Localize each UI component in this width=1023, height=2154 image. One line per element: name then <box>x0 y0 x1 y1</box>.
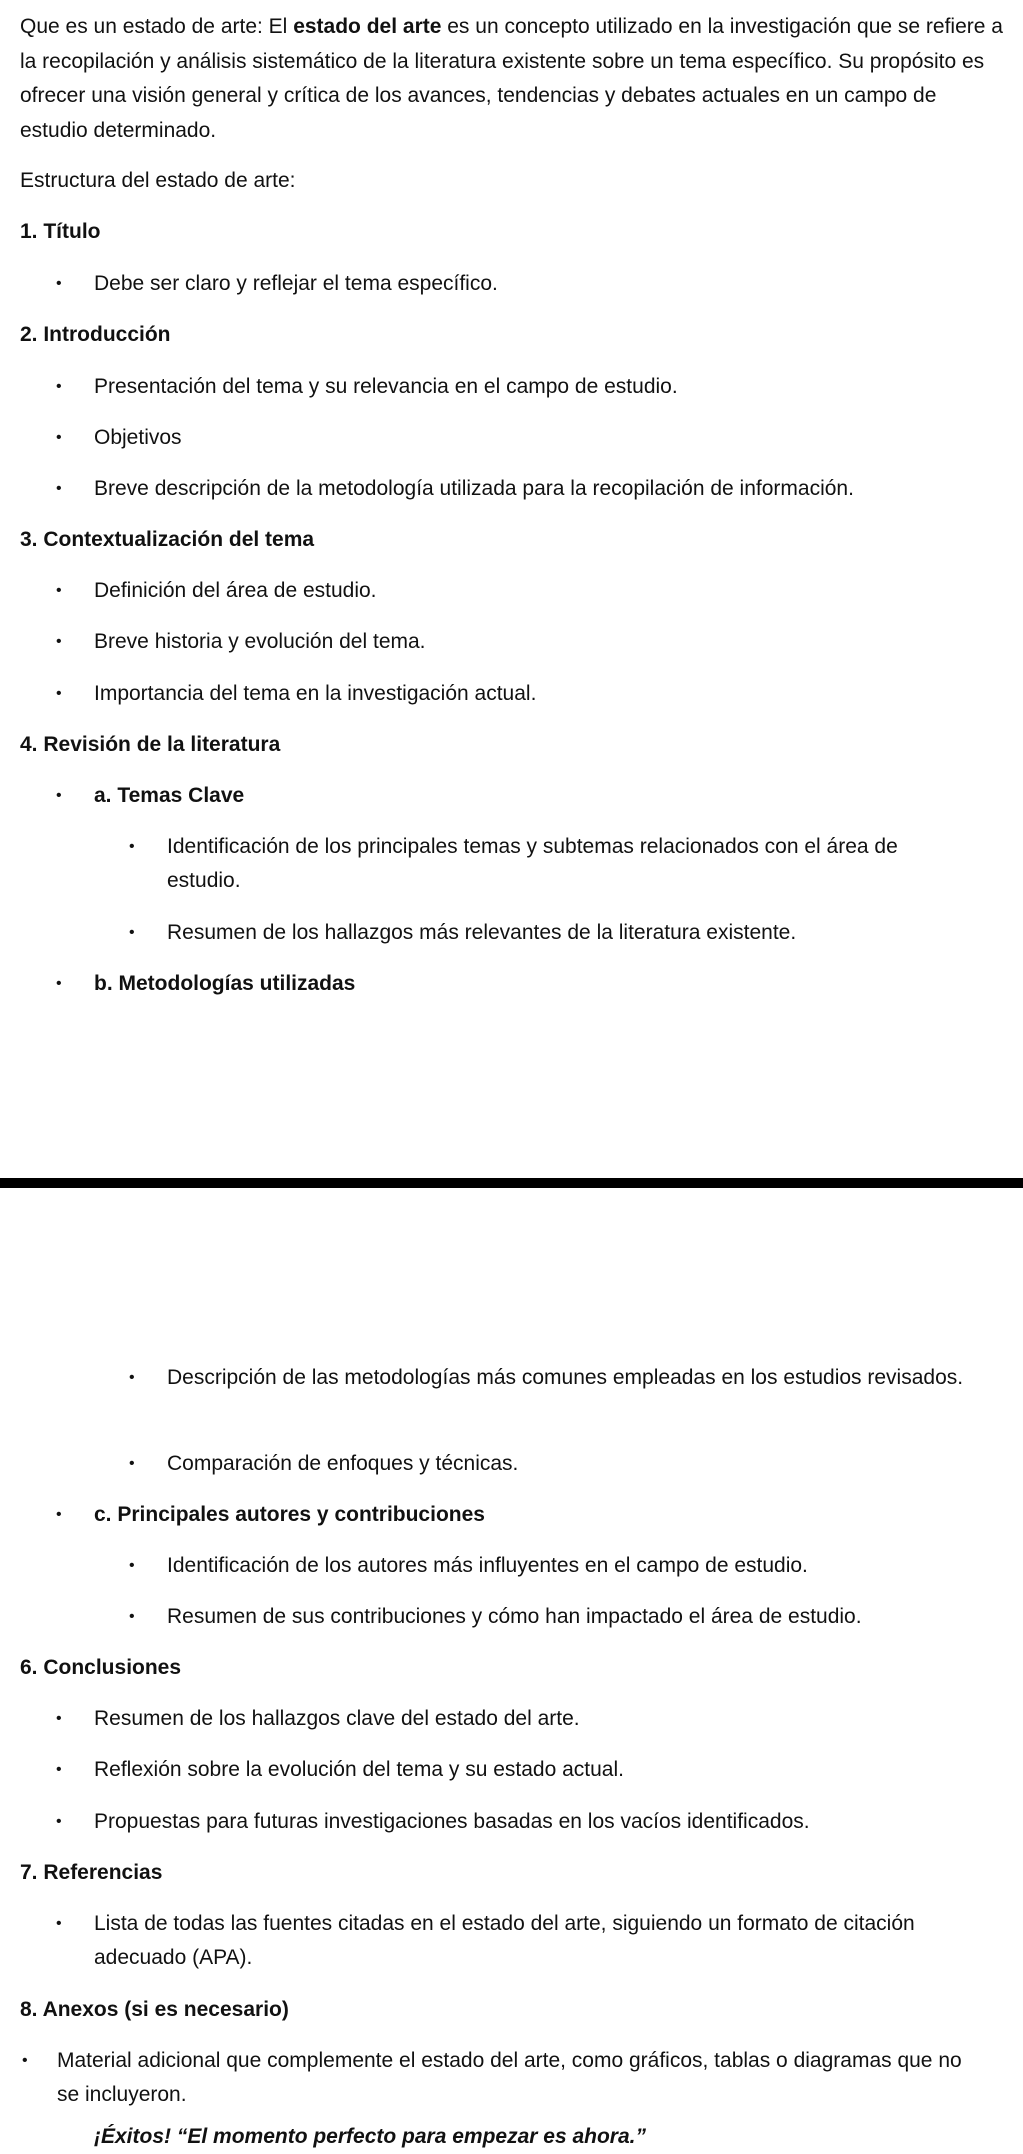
structure-label: Estructura del estado de arte: <box>20 169 296 192</box>
intro-paragraph <box>20 10 1003 148</box>
list-item: Lista de todas las fuentes citadas en el estado del arte, siguiendo un formato de citación adecuado (APA). <box>94 1912 915 1969</box>
list-item: Resumen de sus contribuciones y cómo han impactado el área de estudio. <box>167 1605 862 1628</box>
list-item: Resumen de los hallazgos más relevantes de la literatura existente. <box>167 921 797 944</box>
bullet-icon: • <box>56 429 62 446</box>
list-item: Definición del área de estudio. <box>94 579 377 602</box>
intro-suffix: es un concepto utilizado en la investigación que se refiere a la recopilación y análisis sistemático de la literatura existente sobre un tema específico. Su propósito es ofrecer una visión general y crítica de los avances, tendencias y debates actuales en un campo de estudio determinado. <box>20 15 1003 142</box>
list-item: Objetivos <box>94 426 182 449</box>
list-item: Breve descripción de la metodología utilizada para la recopilación de información. <box>94 477 854 500</box>
section-heading-anexos: 8. Anexos (si es necesario) <box>20 1998 289 2021</box>
closing-quote: ¡Éxitos! “El momento perfecto para empezar es ahora.” <box>94 2125 646 2148</box>
bullet-icon: • <box>56 1915 62 1932</box>
bullet-icon: • <box>129 1369 135 1386</box>
bullet-icon: • <box>56 275 62 292</box>
section-heading-referencias: 7. Referencias <box>20 1861 163 1884</box>
section-heading-conclusiones: 6. Conclusiones <box>20 1656 182 1679</box>
bullet-icon: • <box>22 2052 28 2069</box>
list-item: Descripción de las metodologías más comunes empleadas en los estudios revisados. <box>167 1366 964 1389</box>
subsection-heading-metodologias: b. Metodologías utilizadas <box>94 972 356 995</box>
section-heading-revision: 4. Revisión de la literatura <box>20 733 281 756</box>
document-page-2 <box>0 1188 1023 2148</box>
bullet-icon: • <box>56 1813 62 1830</box>
bullet-icon: • <box>56 1506 62 1523</box>
bullet-icon: • <box>56 1761 62 1778</box>
bullet-icon: • <box>56 582 62 599</box>
bullet-icon: • <box>56 685 62 702</box>
list-item: Breve historia y evolución del tema. <box>94 630 426 653</box>
list-item: Presentación del tema y su relevancia en el campo de estudio. <box>94 375 678 398</box>
subsection-heading-temas-clave: a. Temas Clave <box>94 784 245 807</box>
list-item: Identificación de los principales temas y subtemas relacionados con el área de estudio. <box>167 835 898 892</box>
intro-prefix: Que es un estado de arte: El <box>20 15 294 38</box>
list-item: Importancia del tema en la investigación actual. <box>94 682 537 705</box>
section-heading-contextualizacion: 3. Contextualización del tema <box>20 528 315 551</box>
bullet-icon: • <box>56 480 62 497</box>
bullet-icon: • <box>129 1608 135 1625</box>
section-heading-introduccion: 2. Introducción <box>20 323 171 346</box>
list-item: Reflexión sobre la evolución del tema y su estado actual. <box>94 1758 624 1781</box>
intro-bold-term: estado del arte <box>293 15 442 38</box>
bullet-icon: • <box>129 924 135 941</box>
list-item: Material adicional que complemente el estado del arte, como gráficos, tablas o diagramas que no se incluyeron. <box>57 2049 962 2106</box>
bullet-icon: • <box>56 1710 62 1727</box>
bullet-icon: • <box>56 975 62 992</box>
bullet-icon: • <box>56 378 62 395</box>
bullet-icon: • <box>129 1557 135 1574</box>
page-divider <box>0 1178 1023 1188</box>
bullet-icon: • <box>56 787 62 804</box>
list-item: Comparación de enfoques y técnicas. <box>167 1452 519 1475</box>
bullet-icon: • <box>129 838 135 855</box>
bullet-icon: • <box>129 1455 135 1472</box>
section-heading-titulo: 1. Título <box>20 220 101 243</box>
list-item: Resumen de los hallazgos clave del estado del arte. <box>94 1707 580 1730</box>
list-item: Identificación de los autores más influyentes en el campo de estudio. <box>167 1554 808 1577</box>
list-item: Propuestas para futuras investigaciones basadas en los vacíos identificados. <box>94 1810 810 1833</box>
list-item: Debe ser claro y reflejar el tema específico. <box>94 272 498 295</box>
subsection-heading-autores: c. Principales autores y contribuciones <box>94 1503 485 1526</box>
bullet-icon: • <box>56 633 62 650</box>
